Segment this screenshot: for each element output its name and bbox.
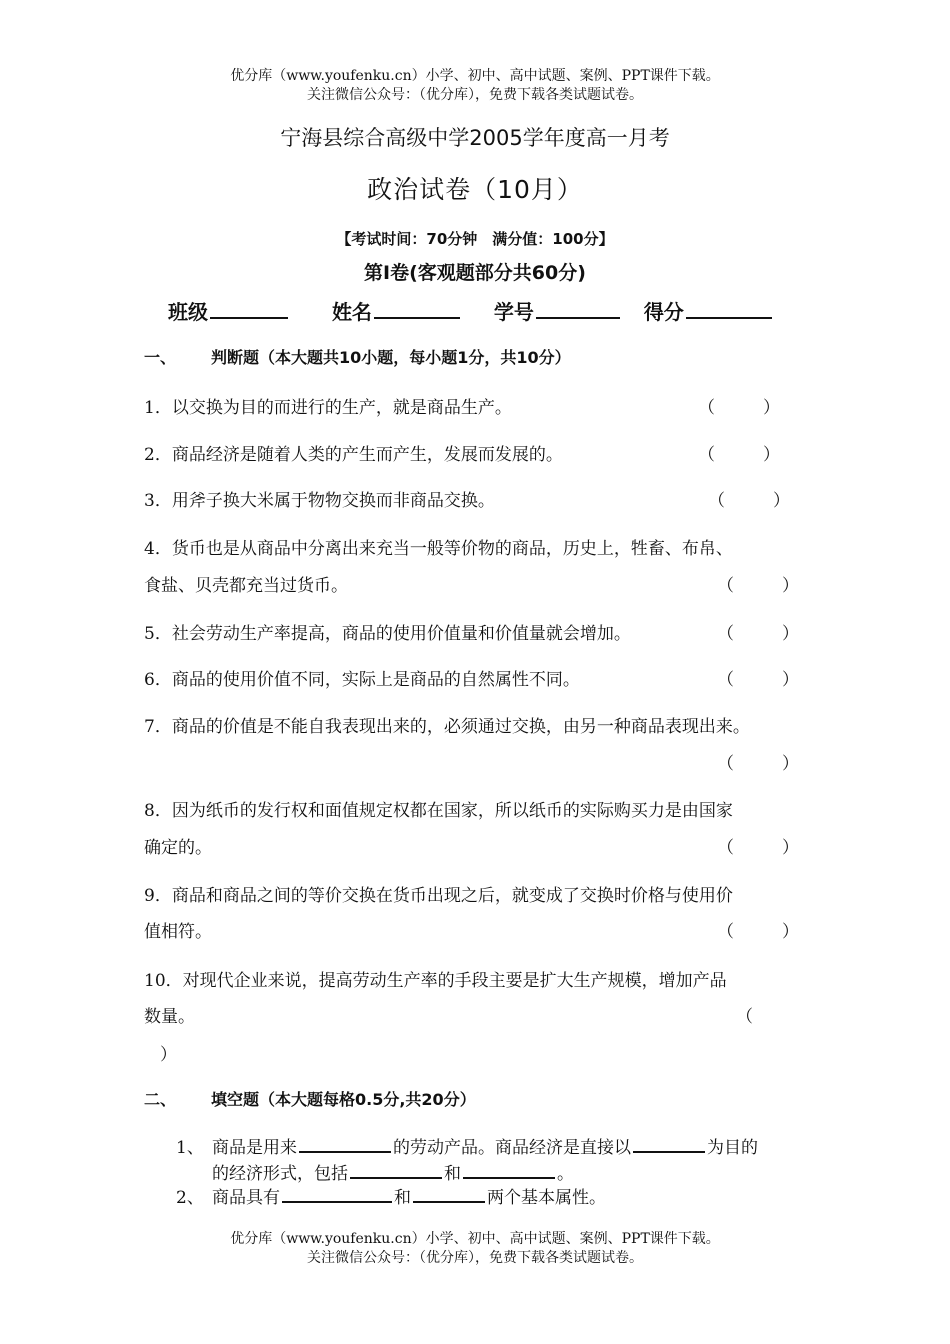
site-footer-line2: 关注微信公众号：（优分库），免费下载各类试题试卷。 — [307, 1250, 643, 1266]
question-7: 7．商品的价值是不能自我表现出来的，必须通过交换，由另一种商品表现出来。 — [144, 717, 750, 737]
question-3: 3．用斧子换大米属于物物交换而非商品交换。 — [144, 491, 495, 511]
fill-q2-number: 2、 — [176, 1188, 204, 1208]
question-2: 2．商品经济是随着人类的产生而产生，发展而发展的。 — [144, 445, 563, 465]
section1-number: 一、 — [144, 348, 177, 367]
answer-paren-5[interactable]: （ ） — [717, 624, 799, 644]
answer-paren-8[interactable]: （ ） — [717, 838, 799, 858]
number-label: 学号 — [493, 300, 534, 324]
question-10-cont: 数量。 — [144, 1007, 195, 1027]
fill-question-1-cont: 的经济形式，包括 和 。 — [212, 1159, 574, 1184]
answer-paren-3[interactable]: （ ） — [708, 491, 790, 511]
number-blank[interactable] — [536, 301, 620, 319]
score-label: 得分 — [643, 300, 684, 324]
exam-subtitle: 政治试卷（10月） — [367, 175, 583, 204]
fill-q1-blank2[interactable] — [633, 1135, 705, 1153]
fill-q1-blank3[interactable] — [350, 1161, 442, 1179]
fill-q2-blank1[interactable] — [282, 1185, 392, 1203]
fill-question-2: 2、 商品具有 和 两个基本属性。 — [176, 1183, 606, 1208]
answer-paren-1[interactable]: （ ） — [698, 398, 780, 418]
answer-paren-4[interactable]: （ ） — [717, 576, 799, 596]
exam-meta: 【考试时间：70分钟 满分值：100分】 — [336, 230, 614, 248]
class-blank[interactable] — [210, 301, 288, 319]
name-label: 姓名 — [331, 300, 372, 324]
question-1: 1．以交换为目的而进行的生产，就是商品生产。 — [144, 398, 512, 418]
name-blank[interactable] — [374, 301, 460, 319]
question-6: 6．商品的使用价值不同，实际上是商品的自然属性不同。 — [144, 670, 580, 690]
answer-paren-10-open[interactable]: （ — [736, 1007, 753, 1027]
section1-heading — [144, 345, 571, 368]
question-8: 8．因为纸币的发行权和面值规定权都在国家，所以纸币的实际购买力是由国家 — [144, 801, 733, 821]
answer-paren-7[interactable]: （ ） — [717, 754, 799, 774]
section2-heading — [144, 1087, 476, 1110]
student-info-row — [168, 296, 774, 325]
site-header-line1: 优分库（www.youfenku.cn）小学、初中、高中试题、案例、PPT课件下载。 — [230, 68, 720, 84]
volume-title: 第Ⅰ卷(客观题部分共60分) — [364, 262, 586, 284]
answer-paren-6[interactable]: （ ） — [717, 670, 799, 690]
question-9: 9．商品和商品之间的等价交换在货币出现之后，就变成了交换时价格与使用价 — [144, 886, 733, 906]
class-label: 班级 — [168, 300, 208, 324]
question-4-cont: 食盐、贝壳都充当过货币。 — [144, 576, 348, 596]
exam-title: 宁海县综合高级中学2005学年度高一月考 — [280, 126, 670, 150]
answer-paren-2[interactable]: （ ） — [698, 445, 780, 465]
fill-q1-blank4[interactable] — [463, 1161, 555, 1179]
fill-q2-blank2[interactable] — [413, 1185, 485, 1203]
score-blank[interactable] — [686, 301, 772, 319]
question-9-cont: 值相符。 — [144, 922, 212, 942]
site-footer-line1: 优分库（www.youfenku.cn）小学、初中、高中试题、案例、PPT课件下载。 — [230, 1231, 720, 1247]
question-8-cont: 确定的。 — [144, 838, 212, 858]
fill-q1-blank1[interactable] — [299, 1135, 391, 1153]
site-header-line2: 关注微信公众号：（优分库），免费下载各类试题试卷。 — [307, 87, 643, 103]
answer-paren-9[interactable]: （ ） — [717, 922, 799, 942]
answer-paren-10-close[interactable]: ） — [160, 1045, 177, 1065]
section2-number: 二、 — [144, 1090, 177, 1109]
question-4: 4．货币也是从商品中分离出来充当一般等价物的商品，历史上，牲畜、布帛、 — [144, 539, 733, 559]
fill-q1-number: 1、 — [176, 1138, 204, 1158]
fill-question-1: 1、 商品是用来 的劳动产品。商品经济是直接以 为目的 — [176, 1133, 758, 1158]
question-10: 10．对现代企业来说，提高劳动生产率的手段主要是扩大生产规模，增加产品 — [144, 971, 727, 991]
question-5: 5．社会劳动生产率提高，商品的使用价值量和价值量就会增加。 — [144, 624, 631, 644]
section1-title: 判断题（本大题共10小题，每小题1分，共10分） — [211, 348, 571, 367]
section2-title: 填空题（本大题每格0.5分,共20分） — [211, 1090, 476, 1109]
